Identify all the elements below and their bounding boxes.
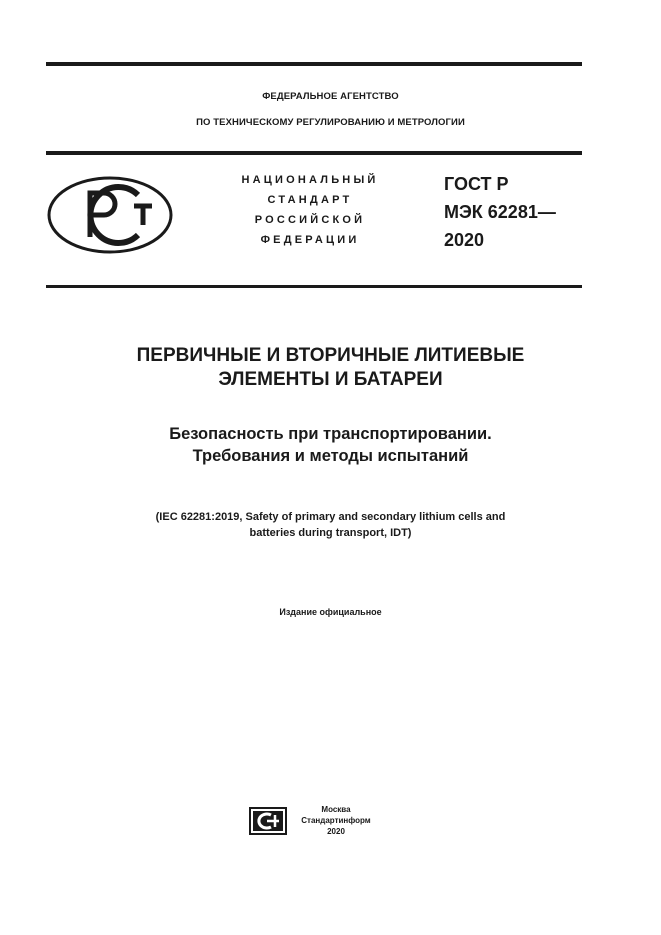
- publisher-city: Москва: [321, 805, 351, 814]
- standard-line-3: РОССИЙСКОЙ: [254, 214, 366, 226]
- standard-line-2: СТАНДАРТ: [267, 194, 353, 206]
- national-standard-label: [200, 170, 420, 250]
- subtitle-line-2: Требования и методы испытаний: [192, 447, 469, 465]
- standard-code: [444, 170, 556, 254]
- header-rule: [46, 151, 582, 155]
- top-rule: [46, 62, 582, 66]
- title-line-2: ЭЛЕМЕНТЫ И БАТАРЕИ: [218, 369, 443, 390]
- publisher-info: [296, 804, 376, 837]
- document-subtitle: [0, 423, 661, 467]
- gost-r-conformity-mark-icon: [46, 175, 174, 255]
- code-line-2: МЭК 62281—: [444, 202, 556, 222]
- agency-line-2: ПО ТЕХНИЧЕСКОМУ РЕГУЛИРОВАНИЮ И МЕТРОЛОГИИ: [196, 117, 465, 128]
- standard-line-1: НАЦИОНАЛЬНЫЙ: [241, 174, 379, 186]
- publisher-year: 2020: [327, 827, 345, 836]
- iec-reference: [0, 509, 661, 541]
- code-rule: [46, 285, 582, 288]
- edition-label: Издание официальное: [279, 607, 382, 617]
- code-line-3: 2020: [444, 230, 485, 250]
- title-line-1: ПЕРВИЧНЫЕ И ВТОРИЧНЫЕ ЛИТИЕВЫЕ: [136, 345, 525, 366]
- subtitle-line-1: Безопасность при транспортировании.: [169, 425, 492, 443]
- iec-line-1: (IEC 62281:2019, Safety of primary and secondary lithium cells and: [155, 511, 506, 523]
- standartinform-logo-icon: [249, 807, 287, 835]
- standard-line-4: ФЕДЕРАЦИИ: [260, 234, 360, 246]
- document-title: [0, 344, 661, 392]
- code-line-1: ГОСТ Р: [444, 174, 509, 194]
- publisher-name: Стандартинформ: [301, 816, 371, 825]
- iec-line-2: batteries during transport, IDT): [249, 527, 412, 539]
- agency-line-1: ФЕДЕРАЛЬНОЕ АГЕНТСТВО: [262, 91, 399, 102]
